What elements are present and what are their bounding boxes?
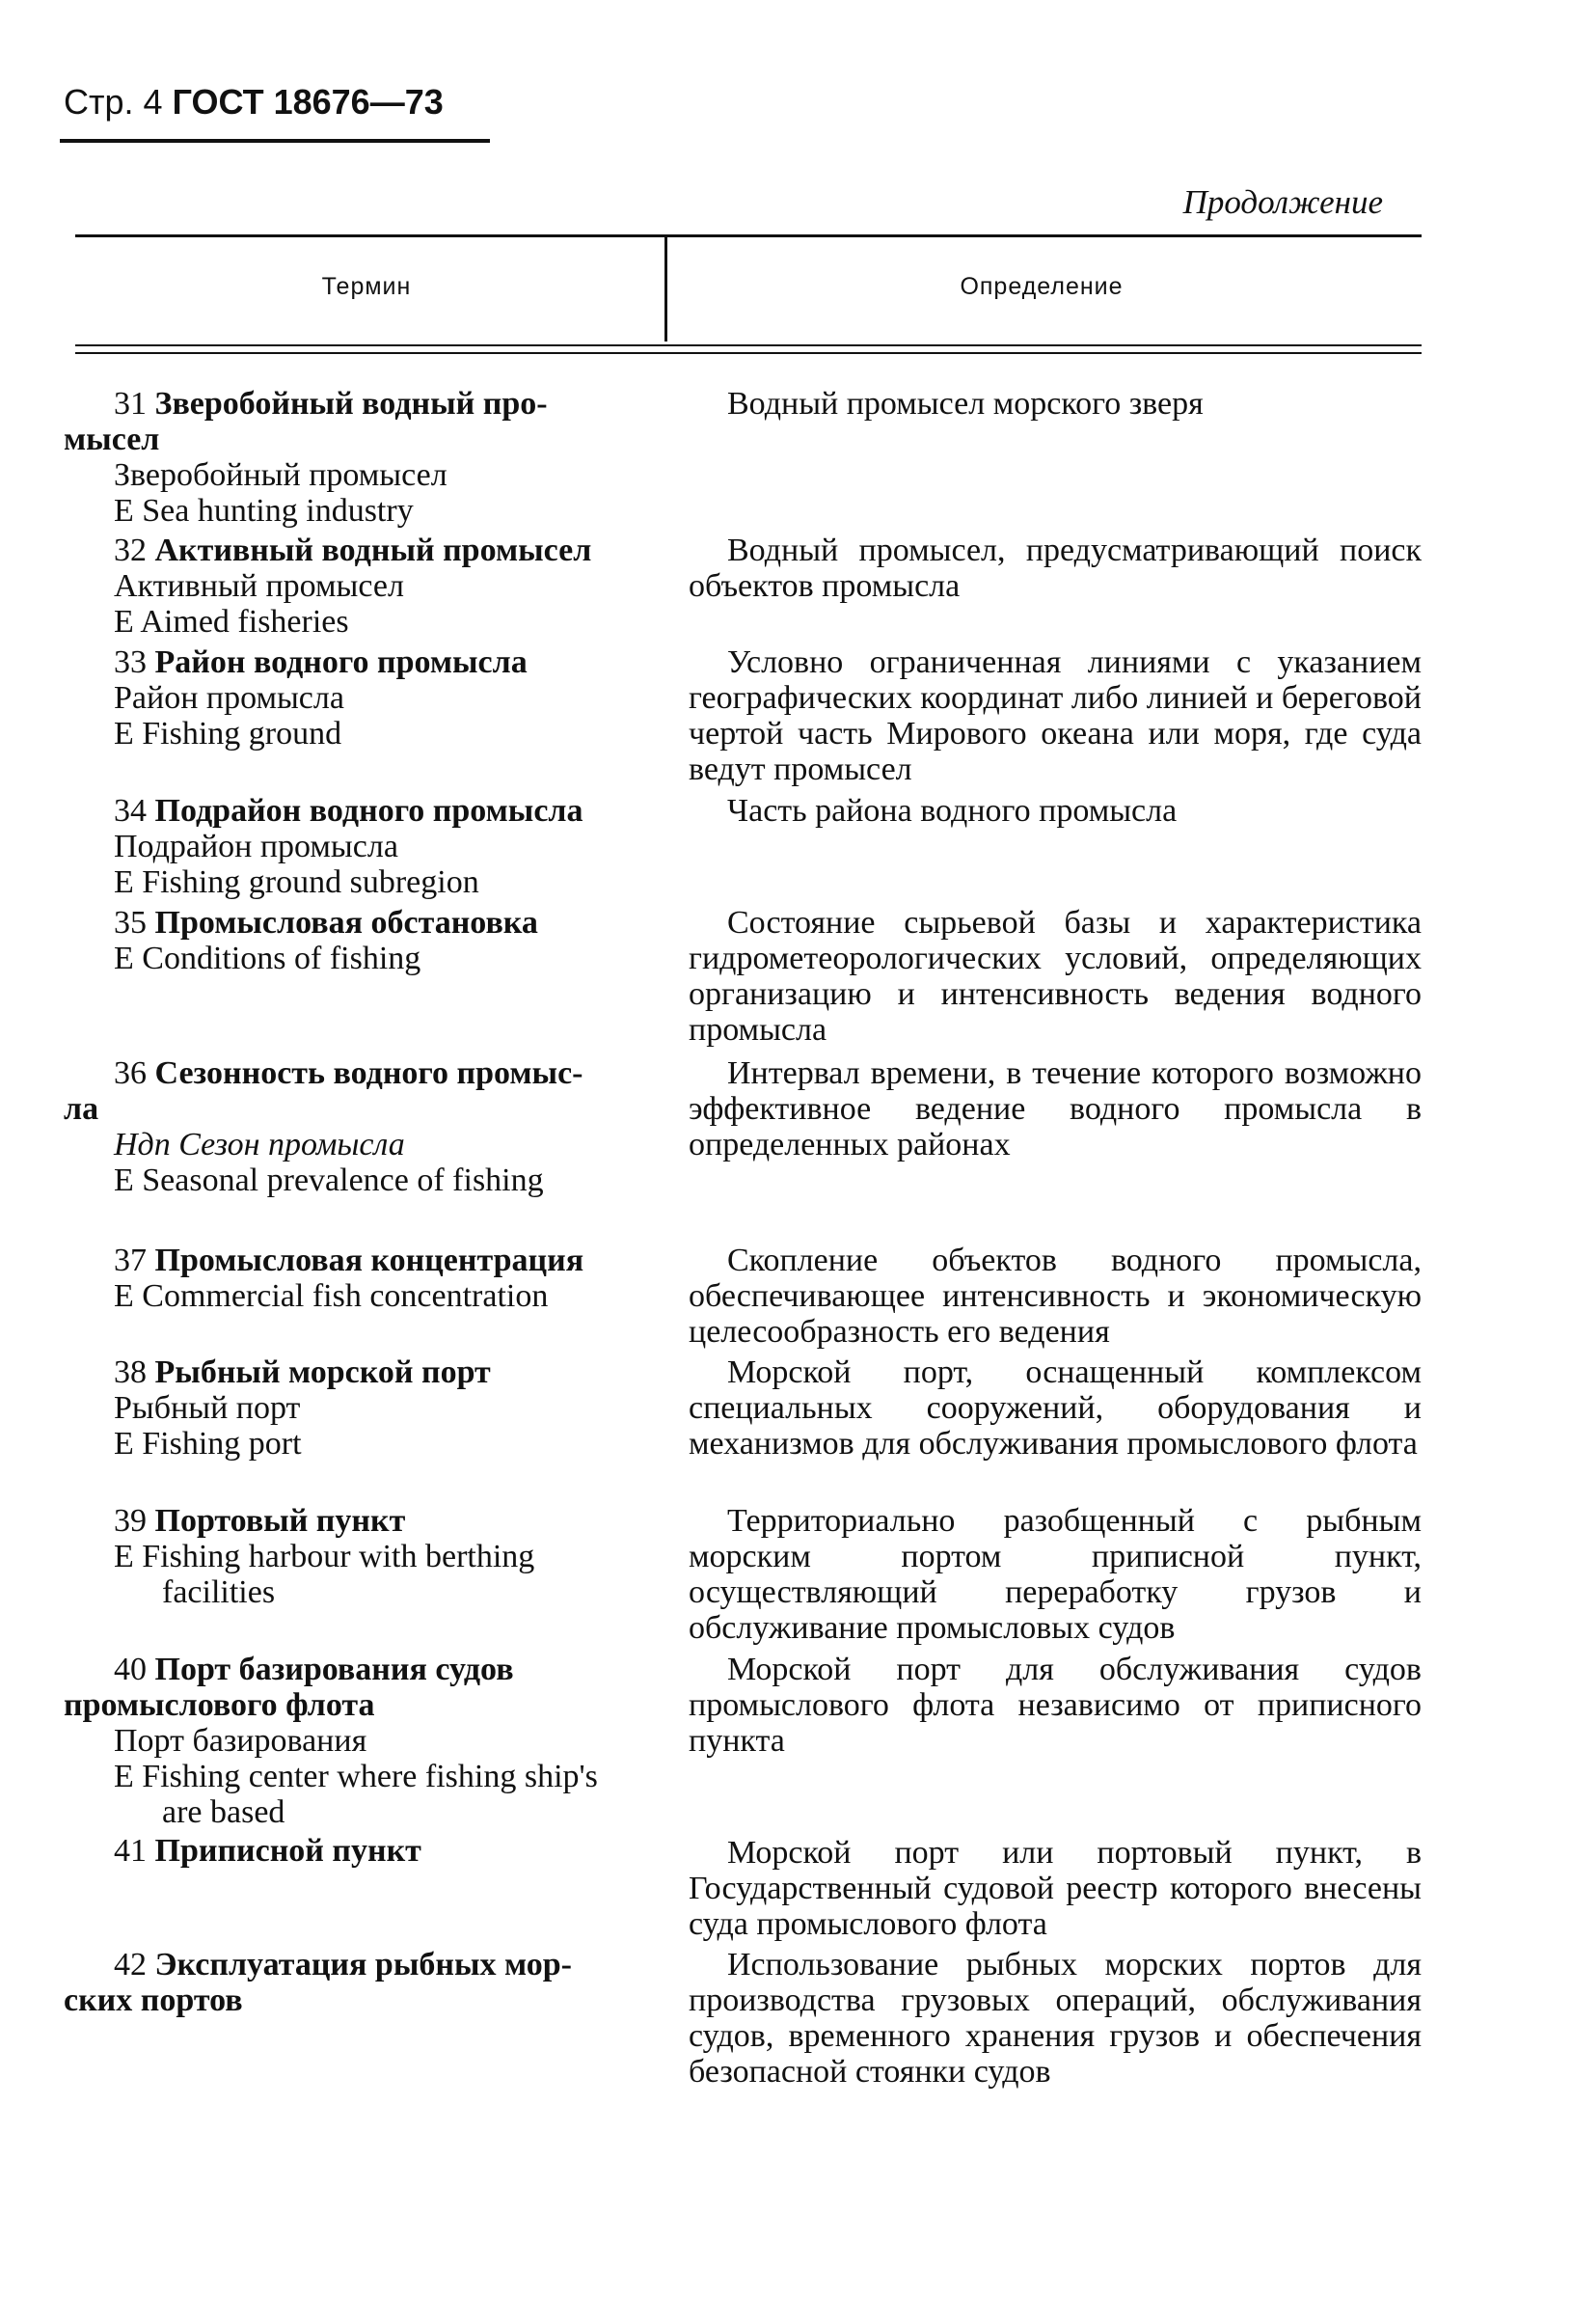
definition-37: Скопление объектов водного промысла, обеспечивающее интенсивность и экономическую целесообразность его ведения xyxy=(689,1243,1422,1350)
term-31 xyxy=(64,386,638,529)
definition-41: Морской порт или портовый пункт, в Государственный судовой реестр которого внесены суда промыслового флота xyxy=(689,1835,1422,1942)
term-main-cont: промыслового флота xyxy=(64,1687,375,1723)
page-number: Стр. 4 xyxy=(64,82,163,122)
term-english: E Commercial fish concentration xyxy=(114,1278,549,1314)
term-english: E Sea hunting industry xyxy=(114,493,414,529)
definition-38: Морской порт, оснащенный комплексом специальных сооружений, оборудования и механизмов для обслуживания промыслового флота xyxy=(689,1354,1422,1462)
table-top-rule xyxy=(75,234,1422,237)
term-synonym: Активный промысел xyxy=(114,568,404,604)
term-main: 39 Портовый пункт xyxy=(114,1503,406,1539)
term-41 xyxy=(64,1833,638,1869)
table-head-rule-double xyxy=(75,352,1422,354)
term-main: 33 Район водного промысла xyxy=(114,644,528,680)
term-38 xyxy=(64,1354,638,1462)
term-english: E Fishing harbour with berthing facilities xyxy=(114,1539,535,1610)
definition-40: Морской порт для обслуживания судов промыслового флота независимо от приписного пункта xyxy=(689,1652,1422,1759)
term-synonym: Район промысла xyxy=(114,680,344,716)
definition-34: Часть района водного промысла xyxy=(727,793,1178,829)
term-main-cont: ла xyxy=(64,1091,99,1127)
column-divider xyxy=(664,235,667,342)
term-english: E Fishing ground subregion xyxy=(114,864,479,900)
definition-35: Состояние сырьевой базы и характеристика гидрометеорологических условий, определяющих организацию и интенсивность ведения водного промысла xyxy=(689,905,1422,1048)
term-main: 35 Промысловая обстановка xyxy=(114,905,538,941)
term-synonym: Подрайон промысла xyxy=(114,829,398,864)
term-32 xyxy=(64,533,638,640)
term-english: E Fishing center where fishing ship's are based xyxy=(114,1759,598,1830)
table-head-rule xyxy=(75,344,1422,346)
definition-31: Водный промысел морского зверя xyxy=(727,386,1204,422)
definition-39: Территориально разобщенный с рыбным морским портом приписной пункт, осуществляющий переработку грузов и обслуживание промысловых судов xyxy=(689,1503,1422,1646)
term-main: 37 Промысловая концентрация xyxy=(114,1243,584,1278)
term-synonym: Рыбный порт xyxy=(114,1390,301,1426)
term-main-cont: ских портов xyxy=(64,1982,243,2018)
continuation-label: Продолжение xyxy=(1182,183,1383,221)
term-main: 32 Активный водный промысел xyxy=(114,533,592,568)
term-42 xyxy=(64,1947,638,2018)
term-33 xyxy=(64,644,638,752)
term-main-cont: мысел xyxy=(64,422,160,457)
standard-number: ГОСТ 18676—73 xyxy=(172,82,444,122)
column-header-term: Термин xyxy=(321,273,412,300)
definition-36: Интервал времени, в течение которого возможно эффективное ведение водного промысла в определенных районах xyxy=(689,1055,1422,1162)
term-synonym: Порт базирования xyxy=(114,1723,367,1759)
term-english: E Aimed fisheries xyxy=(114,604,349,640)
definition-42: Использование рыбных морских портов для производства грузовых операций, обслуживания судов, временного хранения грузов и обеспечения безопасной стоянки судов xyxy=(689,1947,1422,2090)
term-english: E Seasonal prevalence of fishing xyxy=(114,1162,544,1198)
term-deprecated: Ндп Сезон промысла xyxy=(114,1127,405,1162)
term-english: E Fishing port xyxy=(114,1426,302,1462)
term-main: 40 Порт базирования судов xyxy=(114,1652,514,1687)
term-english: E Conditions of fishing xyxy=(114,941,421,976)
term-main: 36 Сезонность водного промыс- xyxy=(114,1055,583,1091)
column-header-definition: Определение xyxy=(960,273,1124,300)
term-main: 42 Эксплуатация рыбных мор- xyxy=(114,1947,572,1982)
term-main: 41 Приписной пункт xyxy=(114,1833,421,1869)
definition-32: Водный промысел, предусматривающий поиск объектов промысла xyxy=(689,533,1422,604)
term-39 xyxy=(64,1503,638,1610)
term-synonym: Зверобойный промысел xyxy=(114,457,447,493)
term-40 xyxy=(64,1652,638,1830)
term-english: E Fishing ground xyxy=(114,716,342,752)
term-34 xyxy=(64,793,638,900)
term-36 xyxy=(64,1055,638,1198)
term-main: 34 Подрайон водного промысла xyxy=(114,793,583,829)
definition-33: Условно ограниченная линиями с указанием географических координат либо линией и береговой чертой часть Мирового океана или моря, где суда ведут промысел xyxy=(689,644,1422,787)
term-main: 38 Рыбный морской порт xyxy=(114,1354,491,1390)
page-header xyxy=(64,81,444,123)
term-37 xyxy=(64,1243,638,1314)
term-main: 31 Зверобойный водный про- xyxy=(114,386,548,422)
term-35 xyxy=(64,905,638,976)
header-rule xyxy=(60,139,490,143)
